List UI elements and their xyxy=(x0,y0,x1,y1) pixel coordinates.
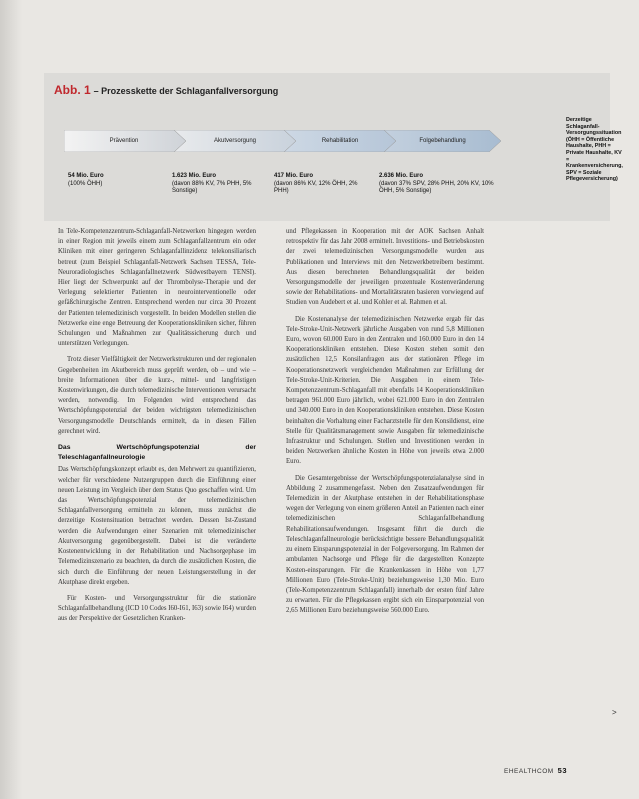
stage-label-followup: Folgebehandlung xyxy=(419,138,466,144)
figure-subtitle: – Prozesskette der Schlaganfallversorgung xyxy=(93,86,279,96)
page-footer xyxy=(504,766,567,775)
stage-label-rehab: Rehabilitation xyxy=(321,138,359,144)
paragraph: Für Kosten- und Versorgungsstruktur für die stationäre Schlaganfallbehandlung (ICD 10 Codes I60-I61, I63) sowie I64) wurden aus der Perspektive der Gesetzlichen Kranken- xyxy=(58,594,257,623)
cost-prevention: 54 Mio. Euro (100% ÖHH) xyxy=(68,173,104,187)
paragraph: In Tele-Kompetenzzentrum-Schlaganfall-Netzwerken hingegen werden in einer Region mit jeweils einem zum Schlaganfallzentrum ein oder Kliniken mit einer geringeren Schlaganfallinzidenz telekonsiliarisch betreut (zum Beispiel Schlaganfall-Netzwerk Sachsen TESSA, Tele-Neuroradiologisches Schlaganfallnetzwerk Südwestbayern TENSI). Hier liegt der Schwerpunkt auf der Thrombolyse-Therapie und der Verlegung selektierter Patienten in neurointerventionelle oder gefäßchirurgische Zentren. Entsprechend werden nur circa 30 Prozent der Patienten telemedizinisch vorgestellt. In beiden Modellen stellen die Netzwerke eine enge Betreuung der Kooperationskliniken sicher, führen Schulungen und Maßnahmen zur Qualitätssicherung durch und unterstützen Verlegungen. xyxy=(58,228,256,348)
stage-label-prevention: Prävention xyxy=(109,138,139,144)
page-number: 53 xyxy=(557,766,568,775)
continue-arrow-icon: > xyxy=(612,708,617,717)
figure-caption-note: Derzeitige Schlaganfall-Versorgungssituation (ÖHH = Öffentliche Haushalte, PHH = Private Haushalte, KV = Krankenversicherung, SPV = Soziale Pflegeversicherung) xyxy=(566,117,623,183)
paragraph: Das Wertschöpfungskonzept erlaubt es, den Mehrwert zu quantifizieren, welcher für verschiedene Nutzergruppen durch die Einführung einer neuen Leistung im Vergleich über dem Status Quo geschaffen wird. Um das Wertschöpfungspotenzial der telemedizinischen Schlaganfallversorgung ermitteln zu können, muss zunächst die derzeitige Kostensituation betrachtet werden. Dessen Ist-Zustand werden die Aufwendungen einer Szenarien mit telemedizinischer Akutversorgung gegenübergestellt. Dabei ist die veränderte Kostenentwicklung in der Rehabilitation und Nachsorgephase im Telemedizinszenario zu beachten, da durch die zusätzlichen Kosten, die sich durch die Einführung der neuen Leistungserstellung in der Akutphase direkt ergeben. xyxy=(58,466,256,586)
paragraph: Trotz dieser Vielfältigkeit der Netzwerkstrukturen und der regionalen Gegebenheiten im Akutbereich muss geprüft werden, ob – und wie – breite Informationen über die kurz-, mittel- und langfristigen Kostenwirkungen, die durch telemedizinische Interventionen verursacht werden, notwendig. Im Folgenden wird entsprechend das Wertschöpfungspotenzial der beiden wichtigsten telemedizinischen Versorgungsmodelle Deutschlands ermittelt, da in diesen Fällen gerechnet wird. xyxy=(58,356,256,435)
paragraph: Die Kostenanalyse der telemedizinischen Netzwerke ergab für das Tele-Stroke-Unit-Netzwerk jährliche Ausgaben von rund 5,8 Millionen Euro, wovon 60.000 Euro in den Zentralen und 160.000 Euro in den 14 Kooperationskliniken entstehen. Diese Kosten stehen somit den zusätzlichen 12,5 Konsilanfragen aus der stationären Pflege im Kooperationsnetzwerk vergleichenden Maßnahmen zur Erfüllung der Tele-Stroke-Unit-Kriterien. Die Ausgaben in einem Tele-Kompetenzzentrum-Schlaganfall mit ebenfalls 14 Kooperationskliniken betragen 961.000 Euro jährlich, wobei 621.000 Euro in den Zentralen und 340.000 Euro in den Kooperationskliniken entstehen. Diese Kosten beinhalten die Vorhaltung einer Facharztstelle für den Konsildienst, eine Stelle für Qualitätsmanagement sowie Ausgaben für telemedizinische Infrastruktur und Schulungen. Stellen und Investitionen werden in beiden Netzwerken ähnliche Kosten in Höhe von jeweils etwa 2.000 Euro. xyxy=(286,315,484,466)
stage-label-acute: Akutversorgung xyxy=(213,138,257,144)
section-heading: Das Wertschöpfungspotenzial der Teleschlaganfallneurologie xyxy=(58,444,256,462)
cost-rehab: 417 Mio. Euro (davon 86% KV, 12% ÖHH, 2% PHH) xyxy=(274,173,358,194)
cost-followup: 2.636 Mio. Euro (davon 37% SPV, 28% PHH, 20% KV, 10% ÖHH, 5% Sonstige) xyxy=(379,173,494,194)
cost-acute: 1.623 Mio. Euro (davon 88% KV, 7% PHH, 5% Sonstige) xyxy=(172,173,252,194)
figure-title xyxy=(54,83,278,97)
paragraph: Die Gesamtergebnisse der Wertschöpfungspotenzialanalyse sind in Abbildung 2 zusammengefasst. Neben den Zusatzaufwendungen für Telemedizin in der Akutphase entstehen in der Rehabilitationsphase wegen der Verlegung von einem größeren Anteil an Patienten nach einer telemedizinischen Schlaganfallbehandlung Rehabilitationsaufwendungen. Insgesamt führt die durch die Teleschlaganfallneurologie berücksichtigte bessere Behandlungsqualität zu einem Einsparungspotenzial in der Folgeversorgung. Im Rahmen der ambulanten Nachsorge und Pflege für die dargestellten Konzepte Kosten-einsparungen. Für die Krankenkassen in Höhe von 1,77 Millionen Euro (Tele-Stroke-Unit) beziehungsweise 1,30 Mio. Euro (Tele-Kompetenzzentrum Schlaganfall) innerhalb der ersten fünf Jahre zu erwarten. Für die Pflegekassen ergibt sich ein Einsparpotenzial von 2,65 Millionen Euro beziehungsweise 560.000 Euro. xyxy=(286,474,484,615)
figure-label: Abb. 1 xyxy=(54,83,91,97)
figure-process-chain xyxy=(44,73,610,221)
footer-issue: EHEALTHCOM xyxy=(504,768,554,775)
text-column-left xyxy=(58,227,256,631)
text-column-right xyxy=(286,227,484,623)
paragraph: und Pflegekassen in Kooperation mit der AOK Sachsen Anhalt retrospektiv für das Jahr 2008 ermittelt. Investitions- und Betriebskosten der zwei telemedizinischen Versorgungsmodelle wurden aus Publikationen und Interviews mit den Netzwerkbetreibern bestimmt. Aus diesen berechneten Behandlungsqualität der beiden Versorgungsmodelle der jeweiligen prozentuale Kostenveränderung sowie der Rehabilitations- und Mortalitätsraten basieren vorwiegend auf Studien von Audebert et al. und Kohler et al. Rahmen et al. xyxy=(286,228,484,307)
